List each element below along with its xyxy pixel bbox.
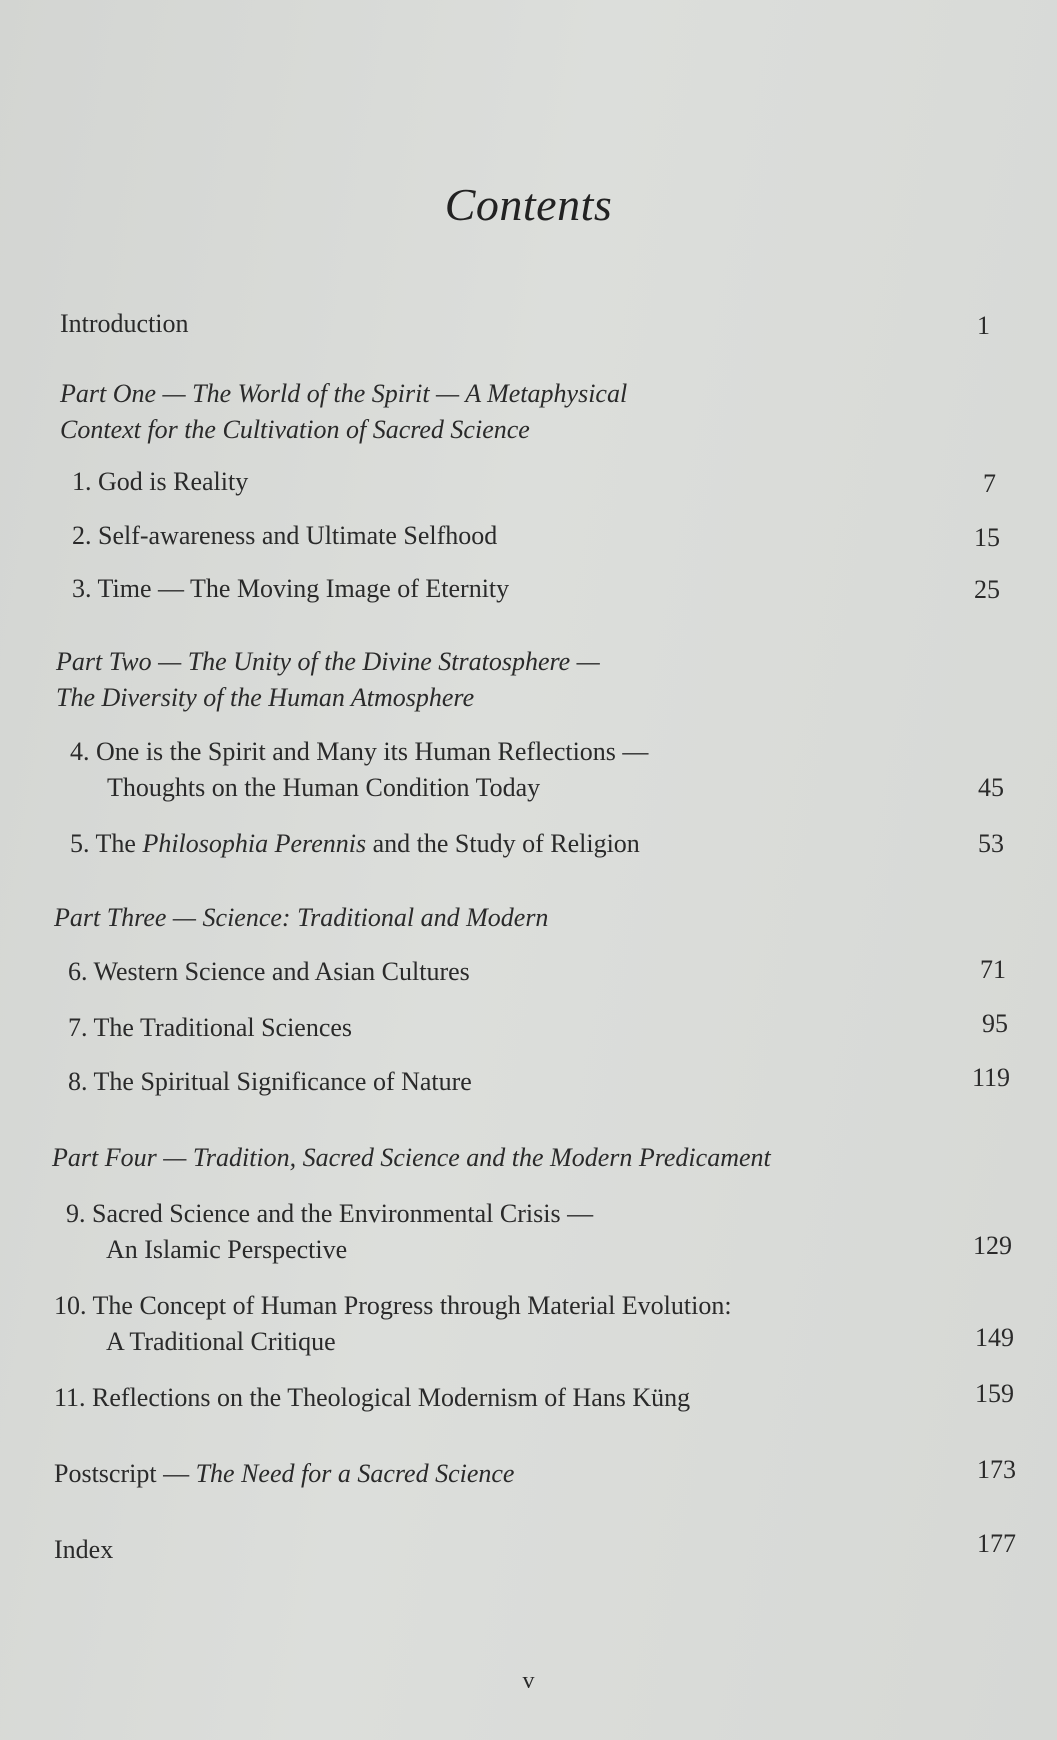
toc-entry-6 — [68, 954, 470, 990]
entry-label: 1. God is Reality — [72, 467, 249, 496]
entry-page: 177 — [977, 1529, 1016, 1558]
page-number: v — [522, 1668, 535, 1694]
entry-page: 25 — [974, 575, 1000, 604]
entry-label-continued: An Islamic Perspective — [106, 1235, 348, 1264]
page-title: Contents — [444, 179, 613, 230]
part-heading-four — [52, 1140, 771, 1176]
entry-label: 7. The Traditional Sciences — [68, 1013, 353, 1042]
entry-label: 11. Reflections on the Theological Modernism of Hans Küng — [54, 1383, 691, 1412]
entry-page: 7 — [983, 469, 996, 498]
entry-label-suffix: and the Study of Religion — [366, 829, 640, 858]
entry-page: 159 — [975, 1379, 1014, 1408]
entry-label: 9. Sacred Science and the Environmental Crisis — — [66, 1199, 594, 1228]
entry-label: Index — [54, 1535, 114, 1564]
toc-entry-index — [54, 1532, 113, 1568]
toc-entry-1 — [72, 464, 248, 500]
entry-label: 4. One is the Spirit and Many its Human Reflections — — [70, 737, 649, 766]
toc-entry-4 — [70, 734, 648, 806]
entry-page: 173 — [977, 1455, 1016, 1484]
entry-label: 2. Self-awareness and Ultimate Selfhood — [72, 521, 498, 550]
entry-page: 45 — [978, 773, 1004, 802]
entry-label-italic: Philosophia Perennis — [142, 829, 367, 858]
toc-entry-postscript — [54, 1456, 514, 1492]
part-line: Part One — The World of the Spirit — A Metaphysical — [60, 379, 628, 408]
entry-label-prefix: 5. The — [70, 829, 143, 858]
entry-label-italic: The Need for a Sacred Science — [195, 1459, 515, 1488]
entry-page: 119 — [971, 1063, 1010, 1092]
entry-label-prefix: Postscript — — [54, 1459, 196, 1488]
entry-page: 53 — [978, 829, 1004, 858]
toc-entry-11 — [54, 1380, 690, 1416]
toc-entry-9 — [66, 1196, 593, 1268]
entry-label: Introduction — [60, 309, 189, 338]
toc-entry-8 — [68, 1064, 472, 1100]
toc-entry-10 — [54, 1288, 732, 1360]
toc-entry-7 — [68, 1010, 352, 1046]
part-line: Part Three — Science: Traditional and Modern — [54, 903, 549, 932]
toc-entry-5 — [70, 826, 640, 862]
toc-entry-3 — [72, 571, 509, 607]
entry-page: 95 — [982, 1009, 1008, 1038]
part-line: Part Two — The Unity of the Divine Stratosphere — — [56, 647, 600, 676]
entry-page: 71 — [980, 955, 1006, 984]
part-line: The Diversity of the Human Atmosphere — [56, 683, 475, 712]
entry-label: 3. Time — The Moving Image of Eternity — [72, 574, 510, 603]
toc-entry-introduction — [60, 306, 189, 342]
part-line: Context for the Cultivation of Sacred Science — [60, 415, 530, 444]
part-heading-one — [60, 376, 627, 448]
part-line: Part Four — Tradition, Sacred Science and the Modern Predicament — [52, 1143, 771, 1172]
entry-label-continued: Thoughts on the Human Condition Today — [107, 773, 541, 802]
toc-entry-2 — [72, 518, 497, 554]
part-heading-two — [56, 644, 600, 716]
part-heading-three — [54, 900, 548, 936]
entry-page: 149 — [975, 1323, 1014, 1352]
entry-label: 6. Western Science and Asian Cultures — [68, 957, 470, 986]
entry-page: 129 — [973, 1231, 1012, 1260]
entry-label-continued: A Traditional Critique — [106, 1327, 336, 1356]
entry-label: 10. The Concept of Human Progress through Material Evolution: — [54, 1291, 732, 1320]
entry-page: 1 — [977, 311, 990, 340]
entry-label: 8. The Spiritual Significance of Nature — [68, 1067, 472, 1096]
entry-page: 15 — [974, 523, 1000, 552]
